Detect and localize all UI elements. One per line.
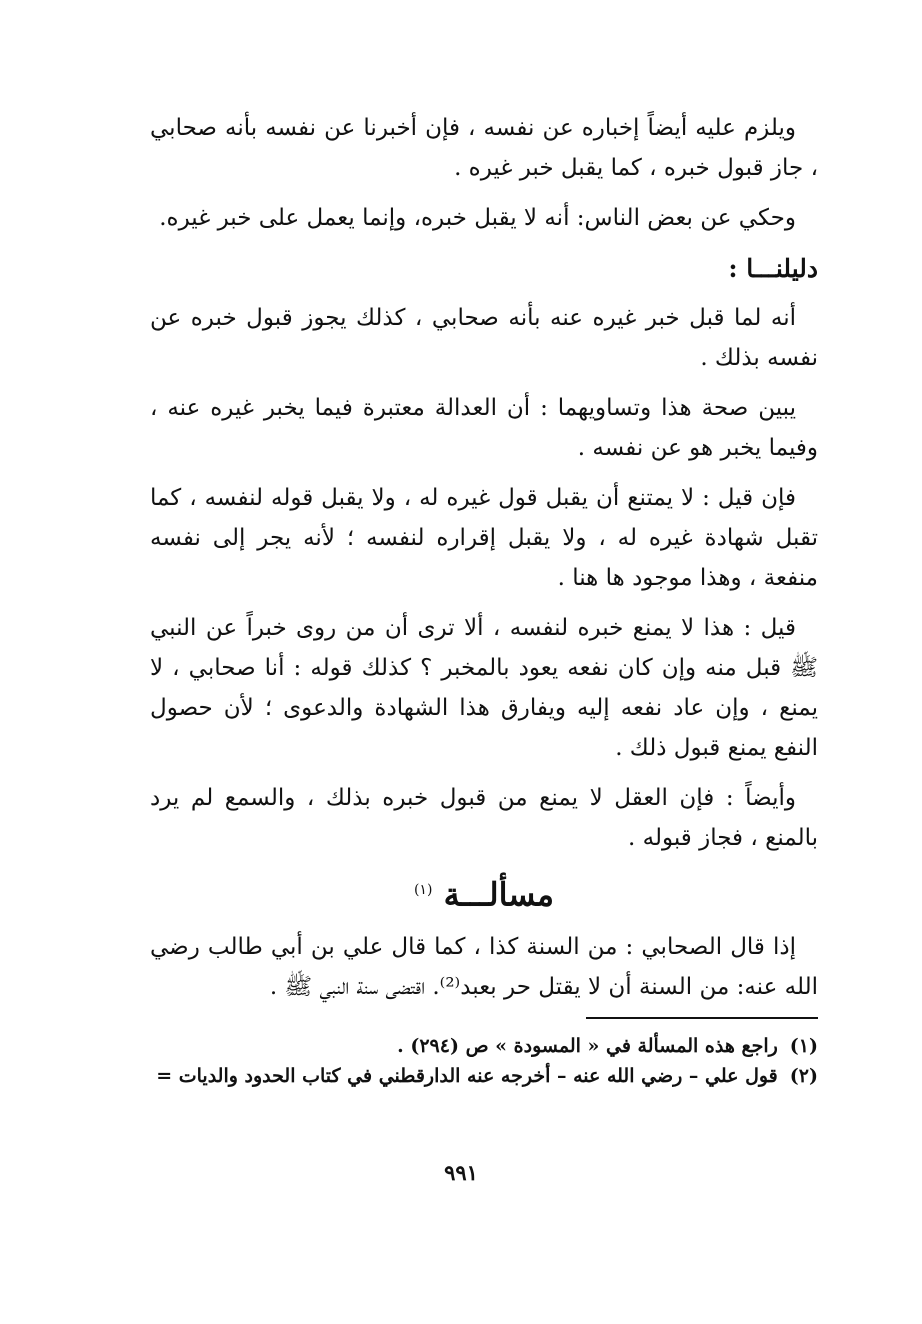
page-number: ٩٩١: [444, 1160, 478, 1185]
paragraph: وحكي عن بعض الناس: أنه لا يقبل خبره، وإنما يعمل على خبر غيره.: [159, 205, 796, 231]
section-title-footnote-ref: (١): [413, 882, 433, 898]
paragraph: يبين صحة هذا وتساويهما : أن العدالة معتبرة فيما يخبر غيره عنه ، وفيما يخبر هو عن نفسه .: [150, 395, 818, 461]
section-heading: دليلنـــا :: [728, 254, 818, 283]
page-body: [150, 108, 818, 1091]
footnote-divider: [586, 1017, 818, 1019]
section-title: [150, 868, 818, 917]
paragraph: فإن قيل : لا يمتنع أن يقبل قول غيره له ، ولا يقبل قوله لنفسه ، كما تقبل شهادة غيره له ، ولا يقبل إقراره لنفسه ؛ لأنه يجر إلى نفسه منفعة ، وهذا موجود ها هنا .: [150, 485, 818, 591]
paragraph: ويلزم عليه أيضاً إخباره عن نفسه ، فإن أخبرنا عن نفسه بأنه صحابي ، جاز قبول خبره ، كما يقبل خبر غيره .: [150, 115, 818, 181]
paragraph: قيل : هذا لا يمنع خبره لنفسه ، ألا ترى أن من روى خبراً عن النبي ﷺ قبل منه وإن كان نفعه يعود بالمخبر ؟ كذلك قوله : أنا صحابي ، لا يمنع ، وإن عاد نفعه إليه ويفارق هذا الشهادة والدعوى ؛ لأن حصول النفع يمنع قبول ذلك .: [150, 615, 818, 761]
paragraph: إذا قال الصحابي : من السنة كذا ، كما قال علي بن أبي طالب رضي الله عنه: من السنة أن لا يقتل حر بعبد⁽²⁾. اقتضى سنة النبي ﷺ .: [150, 933, 818, 1000]
footnote-text: راجع هذه المسألة في « المسودة » ص (٢٩٤) .: [397, 1034, 778, 1057]
footnote: [150, 1061, 818, 1091]
paragraph: أنه لما قبل خبر غيره عنه بأنه صحابي ، كذلك يجوز قبول خبره عن نفسه بذلك .: [150, 305, 818, 371]
footnote: [150, 1031, 818, 1061]
footnote-number: (٢): [789, 1064, 818, 1087]
footnote-text: قول علي – رضي الله عنه – أخرجه عنه الدارقطني في كتاب الحدود والديات =: [156, 1064, 778, 1087]
paragraph: وأيضاً : فإن العقل لا يمنع من قبول خبره بذلك ، والسمع لم يرد بالمنع ، فجاز قبوله .: [150, 785, 818, 851]
footnote-number: (١): [789, 1034, 818, 1057]
section-title-text: مسألـــة: [443, 875, 555, 914]
footnotes: [150, 1031, 818, 1091]
